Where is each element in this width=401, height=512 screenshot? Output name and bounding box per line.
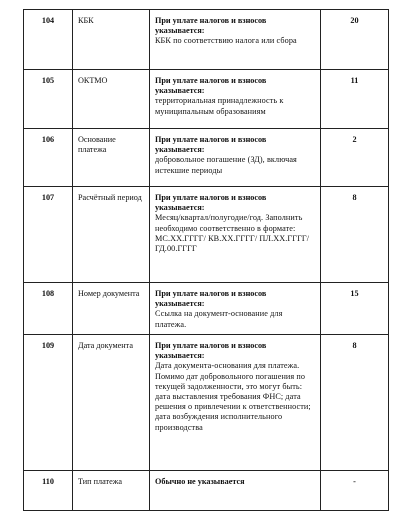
- description-body: Ссылка на документ-основание для платежа.: [155, 309, 283, 329]
- field-name: Тип платежа: [73, 471, 150, 511]
- field-name: ОКТМО: [73, 70, 150, 129]
- field-code: 109: [24, 335, 73, 471]
- description-heading: При уплате налогов и взносов указывается:: [155, 16, 267, 36]
- table-row: [24, 70, 389, 129]
- field-name: КБК: [73, 10, 150, 70]
- description-body: Дата документа-основания для платежа. Помимо дат добровольного погашения по текущей задолженности, это могут быть: дата выставления требования ФНС; дата решения о привлечении к ответственности; дата возбуждения исполнительного производства: [155, 361, 311, 432]
- field-length: 20: [321, 10, 389, 70]
- field-name: Расчётный период: [73, 187, 150, 283]
- field-length: 11: [321, 70, 389, 129]
- field-code: 104: [24, 10, 73, 70]
- table-row: [24, 187, 389, 283]
- field-length: -: [321, 471, 389, 511]
- field-description: [150, 471, 321, 511]
- description-body: добровольное погашение (ЗД), включая истекшие периоды: [155, 155, 297, 175]
- description-heading: Обычно не указывается: [155, 477, 245, 486]
- field-name: Основание платежа: [73, 129, 150, 187]
- description-heading: При уплате налогов и взносов указывается:: [155, 341, 267, 361]
- description-heading: При уплате налогов и взносов указывается:: [155, 135, 267, 155]
- description-heading: При уплате налогов и взносов указывается:: [155, 76, 267, 96]
- field-description: [150, 187, 321, 283]
- field-code: 110: [24, 471, 73, 511]
- description-heading: При уплате налогов и взносов указывается:: [155, 193, 267, 213]
- table-row: [24, 471, 389, 511]
- field-description: [150, 70, 321, 129]
- field-description: [150, 335, 321, 471]
- table-row: [24, 283, 389, 335]
- field-description: [150, 10, 321, 70]
- description-body: КБК по соответствию налога или сбора: [155, 36, 297, 46]
- field-name: Номер документа: [73, 283, 150, 335]
- field-name: Дата документа: [73, 335, 150, 471]
- description-body: территориальная принадлежность к муниципальным образованиям: [155, 96, 284, 116]
- field-length: 8: [321, 187, 389, 283]
- field-code: 107: [24, 187, 73, 283]
- field-length: 8: [321, 335, 389, 471]
- field-code: 108: [24, 283, 73, 335]
- field-description: [150, 283, 321, 335]
- description-heading: При уплате налогов и взносов указывается:: [155, 289, 267, 309]
- field-length: 2: [321, 129, 389, 187]
- field-description: [150, 129, 321, 187]
- table-row: [24, 10, 389, 70]
- field-code: 105: [24, 70, 73, 129]
- payment-fields-table: [23, 9, 389, 511]
- field-length: 15: [321, 283, 389, 335]
- field-code: 106: [24, 129, 73, 187]
- table-row: [24, 129, 389, 187]
- description-body: Месяц/квартал/полугодие/год. Заполнить необходимо соответственно в формате: МС.ХХ.ГГГГ/ КВ.ХХ.ГГГГ/ ПЛ.ХХ.ГГГГ/ ГД.00.ГГГГ: [155, 213, 310, 254]
- table-row: [24, 335, 389, 471]
